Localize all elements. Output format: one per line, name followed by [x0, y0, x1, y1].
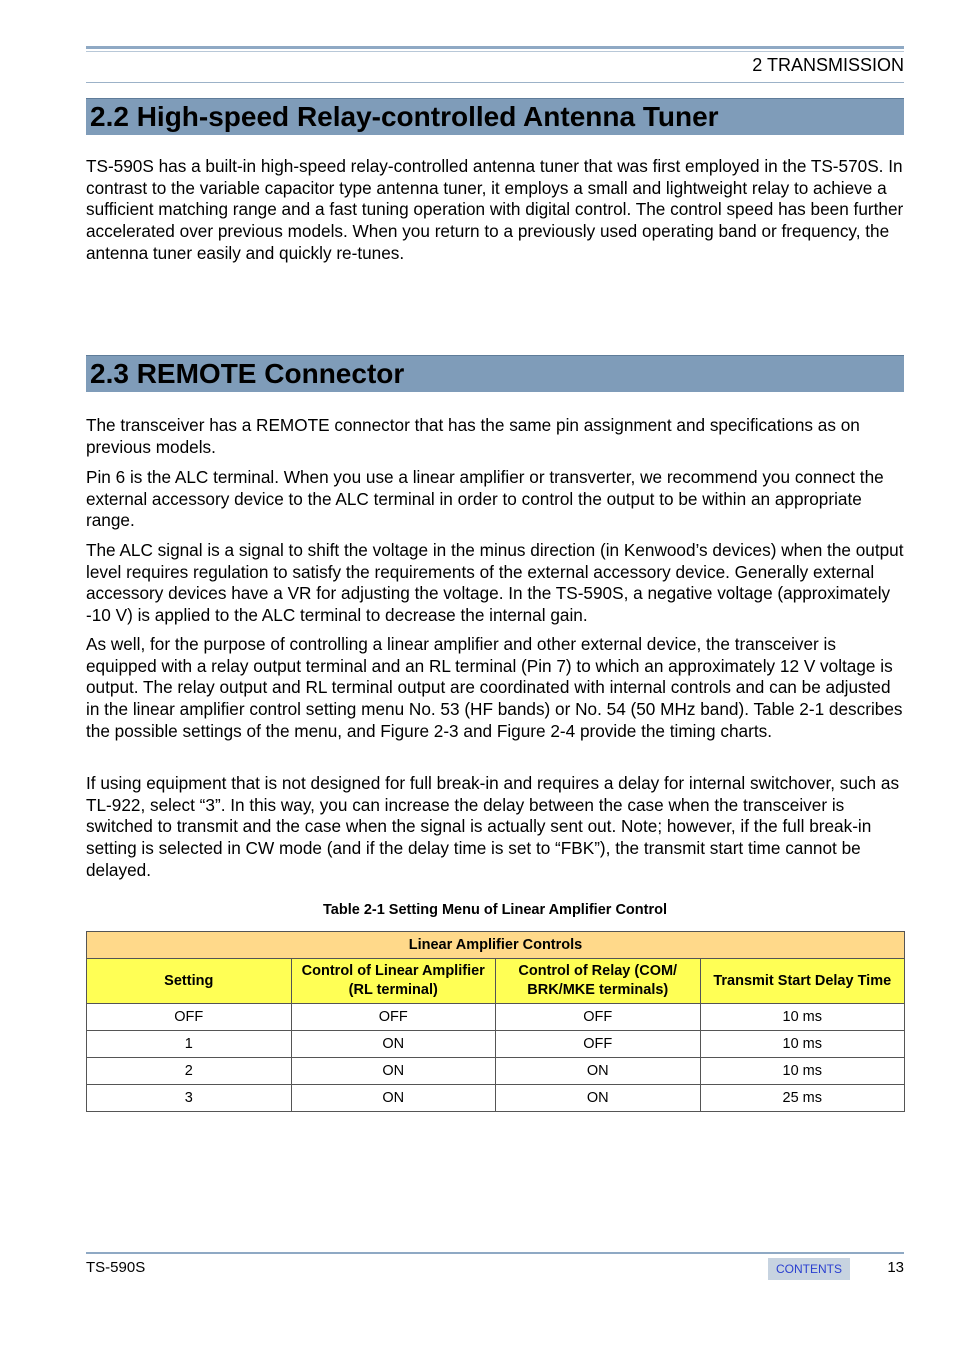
header-rule — [86, 46, 904, 49]
table-cell: 10 ms — [700, 1058, 905, 1085]
section-2-3-paragraph: The ALC signal is a signal to shift the voltage in the minus direction (in Kenwood’s devices) when the output level requires regulation to satisfy the requirements of the external accessory device. Generally external accessory devices have a VR for adjusting the voltage. In the TS-590S, a negative voltage (approximately -10 V) is applied to the ALC terminal to decrease the internal gain. — [86, 540, 904, 626]
section-2-3-paragraph: As well, for the purpose of controlling a linear amplifier and other external device, the transceiver is equipped with a relay output terminal and an RL terminal (Pin 7) to which an approximately 12 V voltage is output. The relay output and RL terminal output are coordinated with internal controls and can be adjusted in the linear amplifier control setting menu No. 53 (HF bands) or No. 54 (50 MHz band). Table 2-1 describes the possible settings of the menu, and Figure 2-3 and Figure 2-4 provide the timing charts. — [86, 634, 903, 741]
section-2-3-title: 2.3 REMOTE Connector — [90, 358, 405, 389]
section-2-3-paragraph: The transceiver has a REMOTE connector that has the same pin assignment and specifications as on previous models. — [86, 415, 860, 457]
table-title-row — [87, 932, 905, 959]
section-2-2-title: 2.2 High-speed Relay-controlled Antenna Tuner — [90, 101, 719, 132]
table-cell: ON — [496, 1058, 701, 1085]
table-cell: 2 — [87, 1058, 292, 1085]
section-2-2-heading-bar — [86, 98, 904, 135]
table-cell: 10 ms — [700, 1004, 905, 1031]
linear-amplifier-table — [86, 931, 905, 1112]
table-cell: 25 ms — [700, 1085, 905, 1112]
table-cell: 3 — [87, 1085, 292, 1112]
table-cell: ON — [496, 1085, 701, 1112]
footer-model: TS-590S — [86, 1259, 146, 1276]
column-header: Control of Relay (COM/ BRK/MKE terminals) — [496, 959, 701, 1004]
column-header: Transmit Start Delay Time — [700, 959, 905, 1004]
table-cell: OFF — [87, 1004, 292, 1031]
table-cell: ON — [291, 1031, 496, 1058]
section-2-3-paragraph: If using equipment that is not designed for full break-in and requires a delay for internal switchover, such as TL-922, select “3”. In this way, you can increase the delay between the case when the transceiver is switched to transmit and the case when the signal is actually sent out. Note; however, if the full break-in setting is selected in CW mode (and if the delay time is set to “FBK”), the transmit start time cannot be delayed. — [86, 773, 900, 880]
table-row — [87, 1085, 905, 1112]
column-header: Control of Linear Amplifier (RL terminal) — [291, 959, 496, 1004]
header-underline — [86, 82, 904, 83]
table-caption: Table 2-1 Setting Menu of Linear Amplifier Control — [323, 902, 667, 918]
table-header-row — [87, 959, 905, 1004]
table-cell: OFF — [291, 1004, 496, 1031]
footer-rule — [86, 1252, 904, 1254]
table-cell: 10 ms — [700, 1031, 905, 1058]
contents-link[interactable]: CONTENTS — [768, 1258, 850, 1280]
column-header: Setting — [87, 959, 292, 1004]
chapter-label: 2 TRANSMISSION — [752, 55, 904, 75]
table-title: Linear Amplifier Controls — [87, 932, 905, 959]
table-row — [87, 1004, 905, 1031]
table-cell: ON — [291, 1085, 496, 1112]
section-2-2-paragraph: TS-590S has a built-in high-speed relay-controlled antenna tuner that was first employed in the TS-570S. In contrast to the variable capacitor type antenna tuner, it employs a small and lightweight relay to achieve a sufficient matching range and a fast tuning operation with digital control. The control speed has been further accelerated over previous models. When you return to a previously used operating band or frequency, the antenna tuner easily and quickly re-tunes. — [86, 156, 904, 263]
table-cell: ON — [291, 1058, 496, 1085]
table-row — [87, 1058, 905, 1085]
section-2-3-paragraph: Pin 6 is the ALC terminal. When you use a linear amplifier or transverter, we recommend you connect the external accessory device to the ALC terminal in order to control the output to be within an appropriate range. — [86, 467, 884, 531]
table-cell: 1 — [87, 1031, 292, 1058]
header-rule-thin — [86, 51, 904, 52]
table-cell: OFF — [496, 1031, 701, 1058]
page-number: 13 — [887, 1259, 904, 1276]
table-cell: OFF — [496, 1004, 701, 1031]
section-2-3-heading-bar — [86, 355, 904, 392]
table-row — [87, 1031, 905, 1058]
